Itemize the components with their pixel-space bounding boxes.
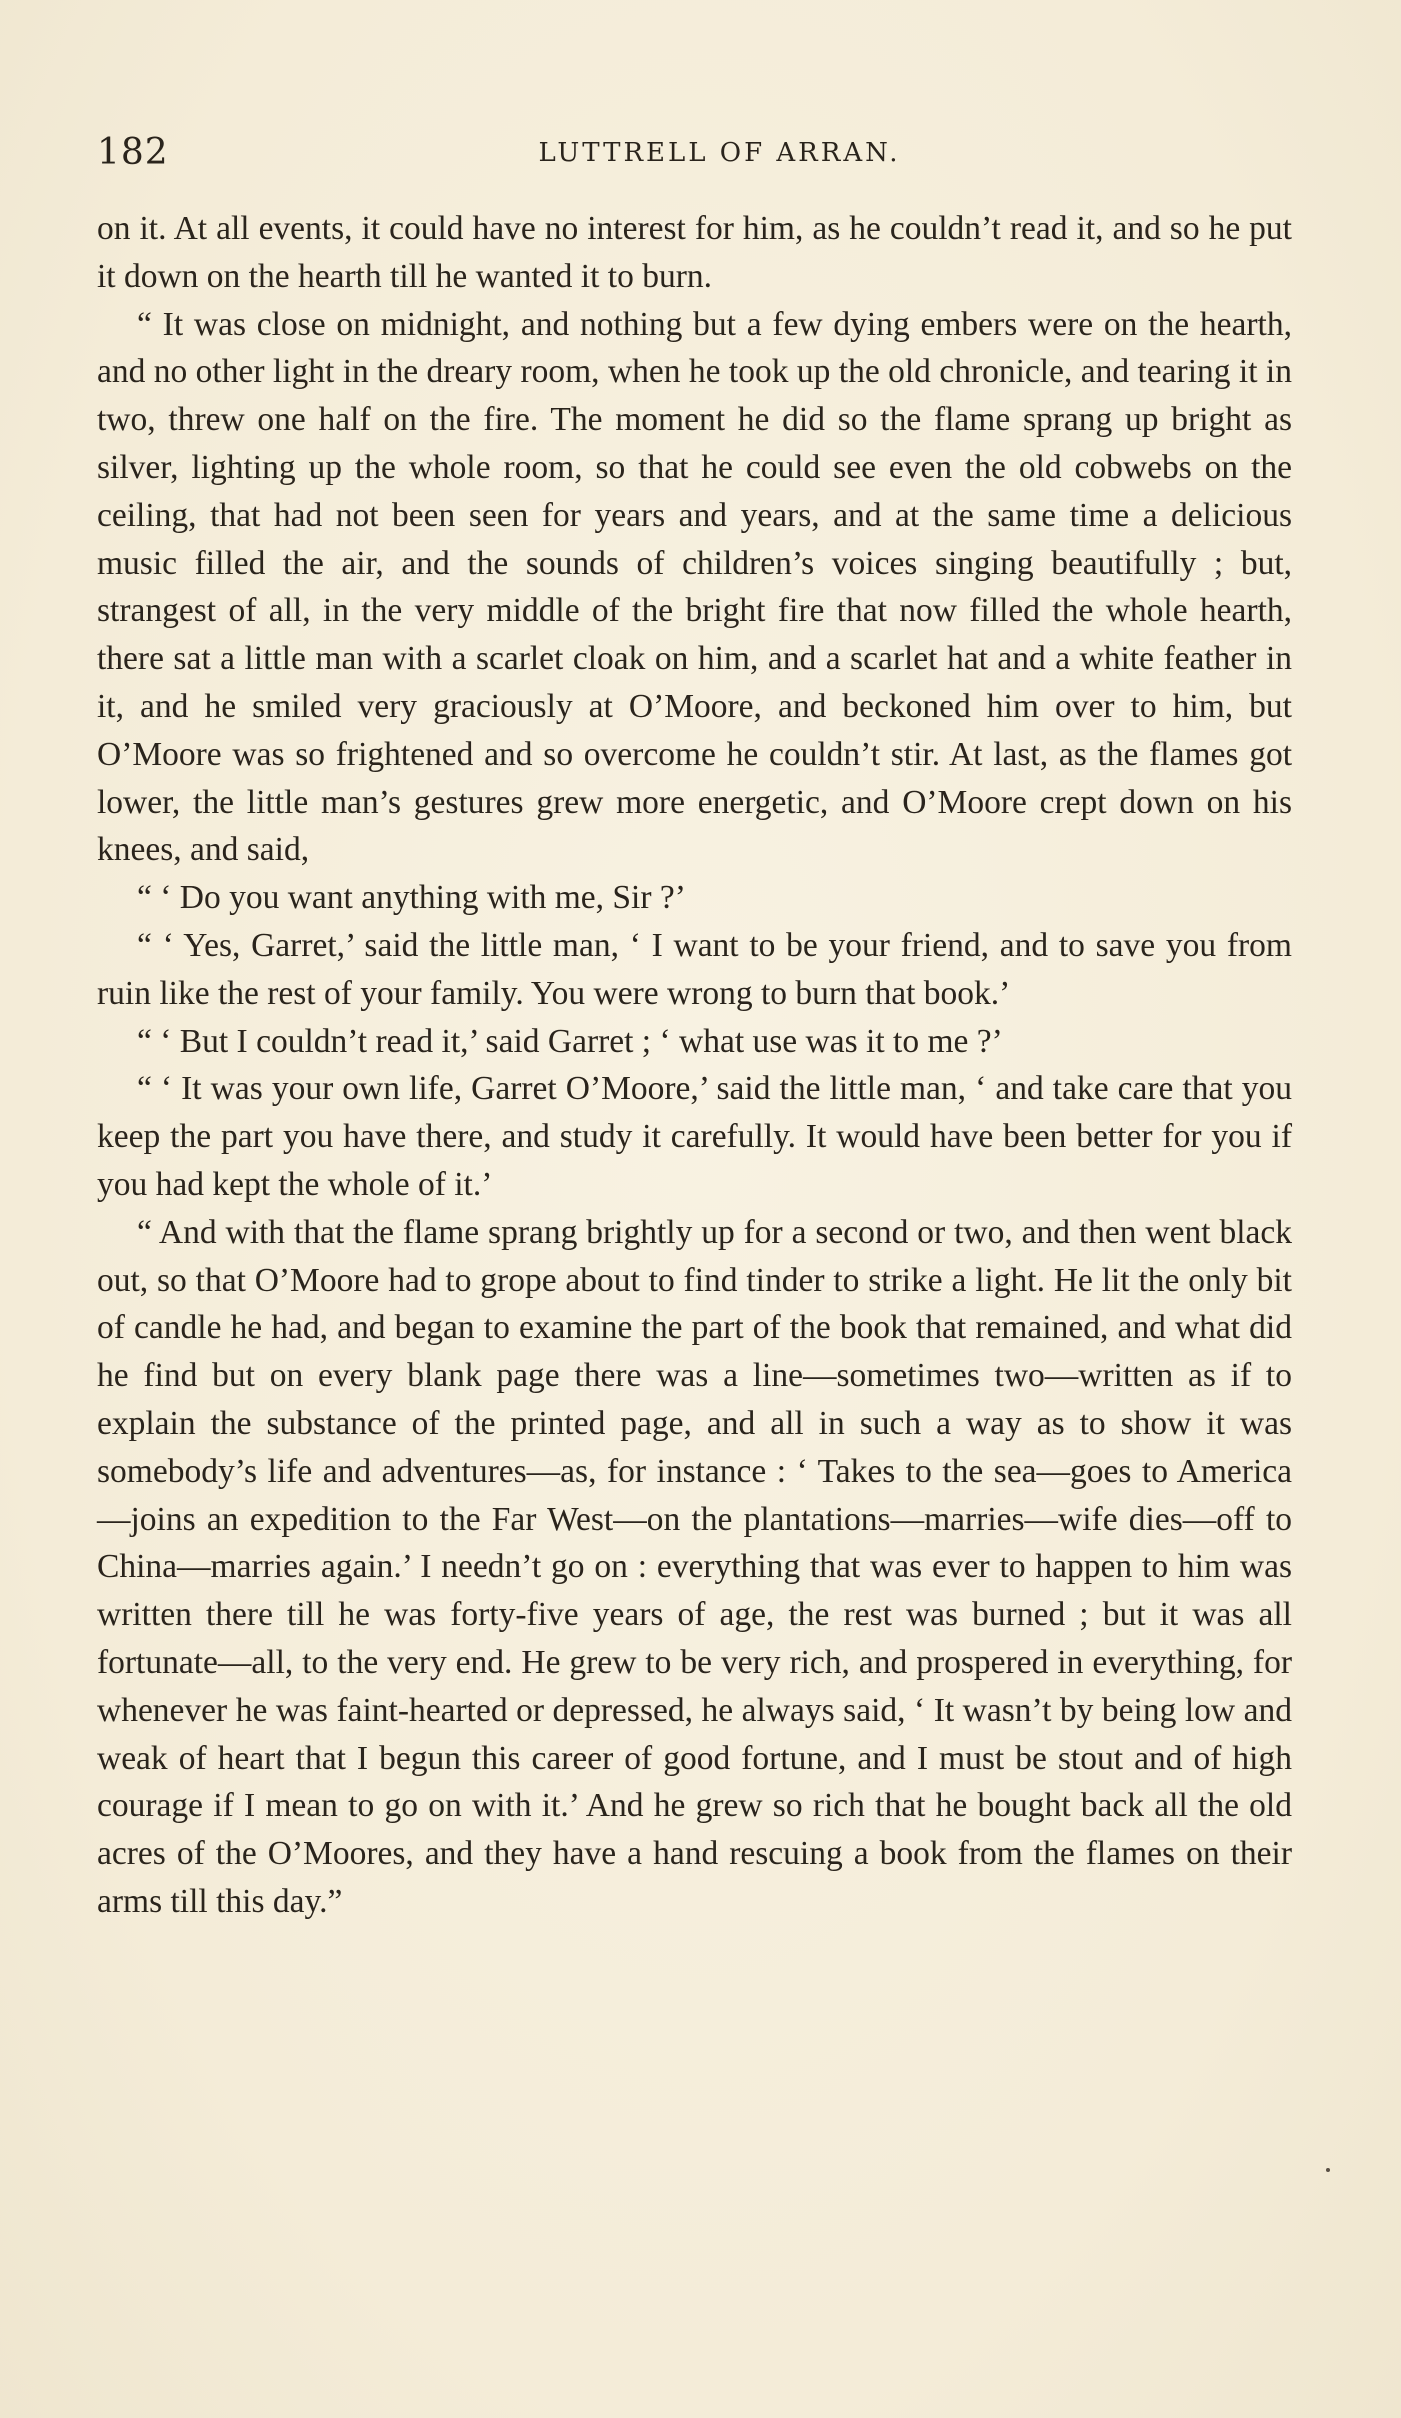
ink-speck <box>1326 2168 1330 2172</box>
page-header <box>97 128 1302 178</box>
paragraph: “ It was close on midnight, and nothing but a few dying embers were on the hearth, and no other light in the dreary room, when he took up the old chronicle, and tearing it in two, threw one half on the fire. The moment he did so the flame sprang up bright as silver, lighting up the whole room, so that he could see even the old cobwebs on the ceiling, that had not been seen for years and years, and at the same time a delicious music filled the air, and the sounds of children’s voices singing beautifully ; but, strangest of all, in the very middle of the bright fire that now filled the whole hearth, there sat a little man with a scarlet cloak on him, and a scarlet hat and a white feather in it, and he smiled very graciously at O’Moore, and beckoned him over to him, but O’Moore was so frightened and so overcome he couldn’t stir. At last, as the flames got lower, the little man’s gestures grew more energetic, and O’Moore crept down on his knees, and said, <box>97 305 1292 869</box>
paragraph: “ ‘ It was your own life, Garret O’Moore,’ said the little man, ‘ and take care that you keep the part you have there, and study it carefully. It would have been better for you if you had kept the whole of it.’ <box>97 1070 1292 1203</box>
paragraph: “ ‘ Do you want anything with me, Sir ?’ <box>137 879 686 917</box>
running-title: LUTTRELL OF ARRAN. <box>538 138 901 168</box>
paragraph-continuation: on it. At all events, it could have no interest for him, as he couldn’t read it, and so he put it down on the hearth till he wanted it to burn. <box>97 210 1292 295</box>
body-text <box>97 205 1292 1926</box>
paragraph: “ ‘ Yes, Garret,’ said the little man, ‘ I want to be your friend, and to save you from ruin like the rest of your family. You were wrong to burn that book.’ <box>97 926 1292 1012</box>
paragraph: “ And with that the flame sprang brightly up for a second or two, and then went black out, so that O’Moore had to grope about to find tinder to strike a light. He lit the only bit of candle he had, and began to examine the part of the book that remained, and what did he find but on every blank page there was a line—sometimes two—written as if to explain the substance of the printed page, and all in such a way as to show it was somebody’s life and adventures—as, for instance : ‘ Takes to the sea—goes to America—joins an expedition to the Far West—on the plantations—marries—wife dies—off to China—marries again.’ I needn’t go on : everything that was ever to happen to him was written there till he was forty-five years of age, the rest was burned ; but it was all fortunate—all, to the very end. He grew to be very rich, and prospered in everything, for whenever he was faint-hearted or depressed, he always said, ‘ It wasn’t by being low and weak of heart that I begun this career of good fortune, and I must be stout and of high courage if I mean to go on with it.’ And he grew so rich that he bought back all the old acres of the O’Moores, and they have a hand rescuing a book from the flames on their arms till this day.” <box>97 1213 1292 1920</box>
paragraph: “ ‘ But I couldn’t read it,’ said Garret ; ‘ what use was it to me ?’ <box>137 1022 1003 1060</box>
page-number: 182 <box>97 132 169 173</box>
